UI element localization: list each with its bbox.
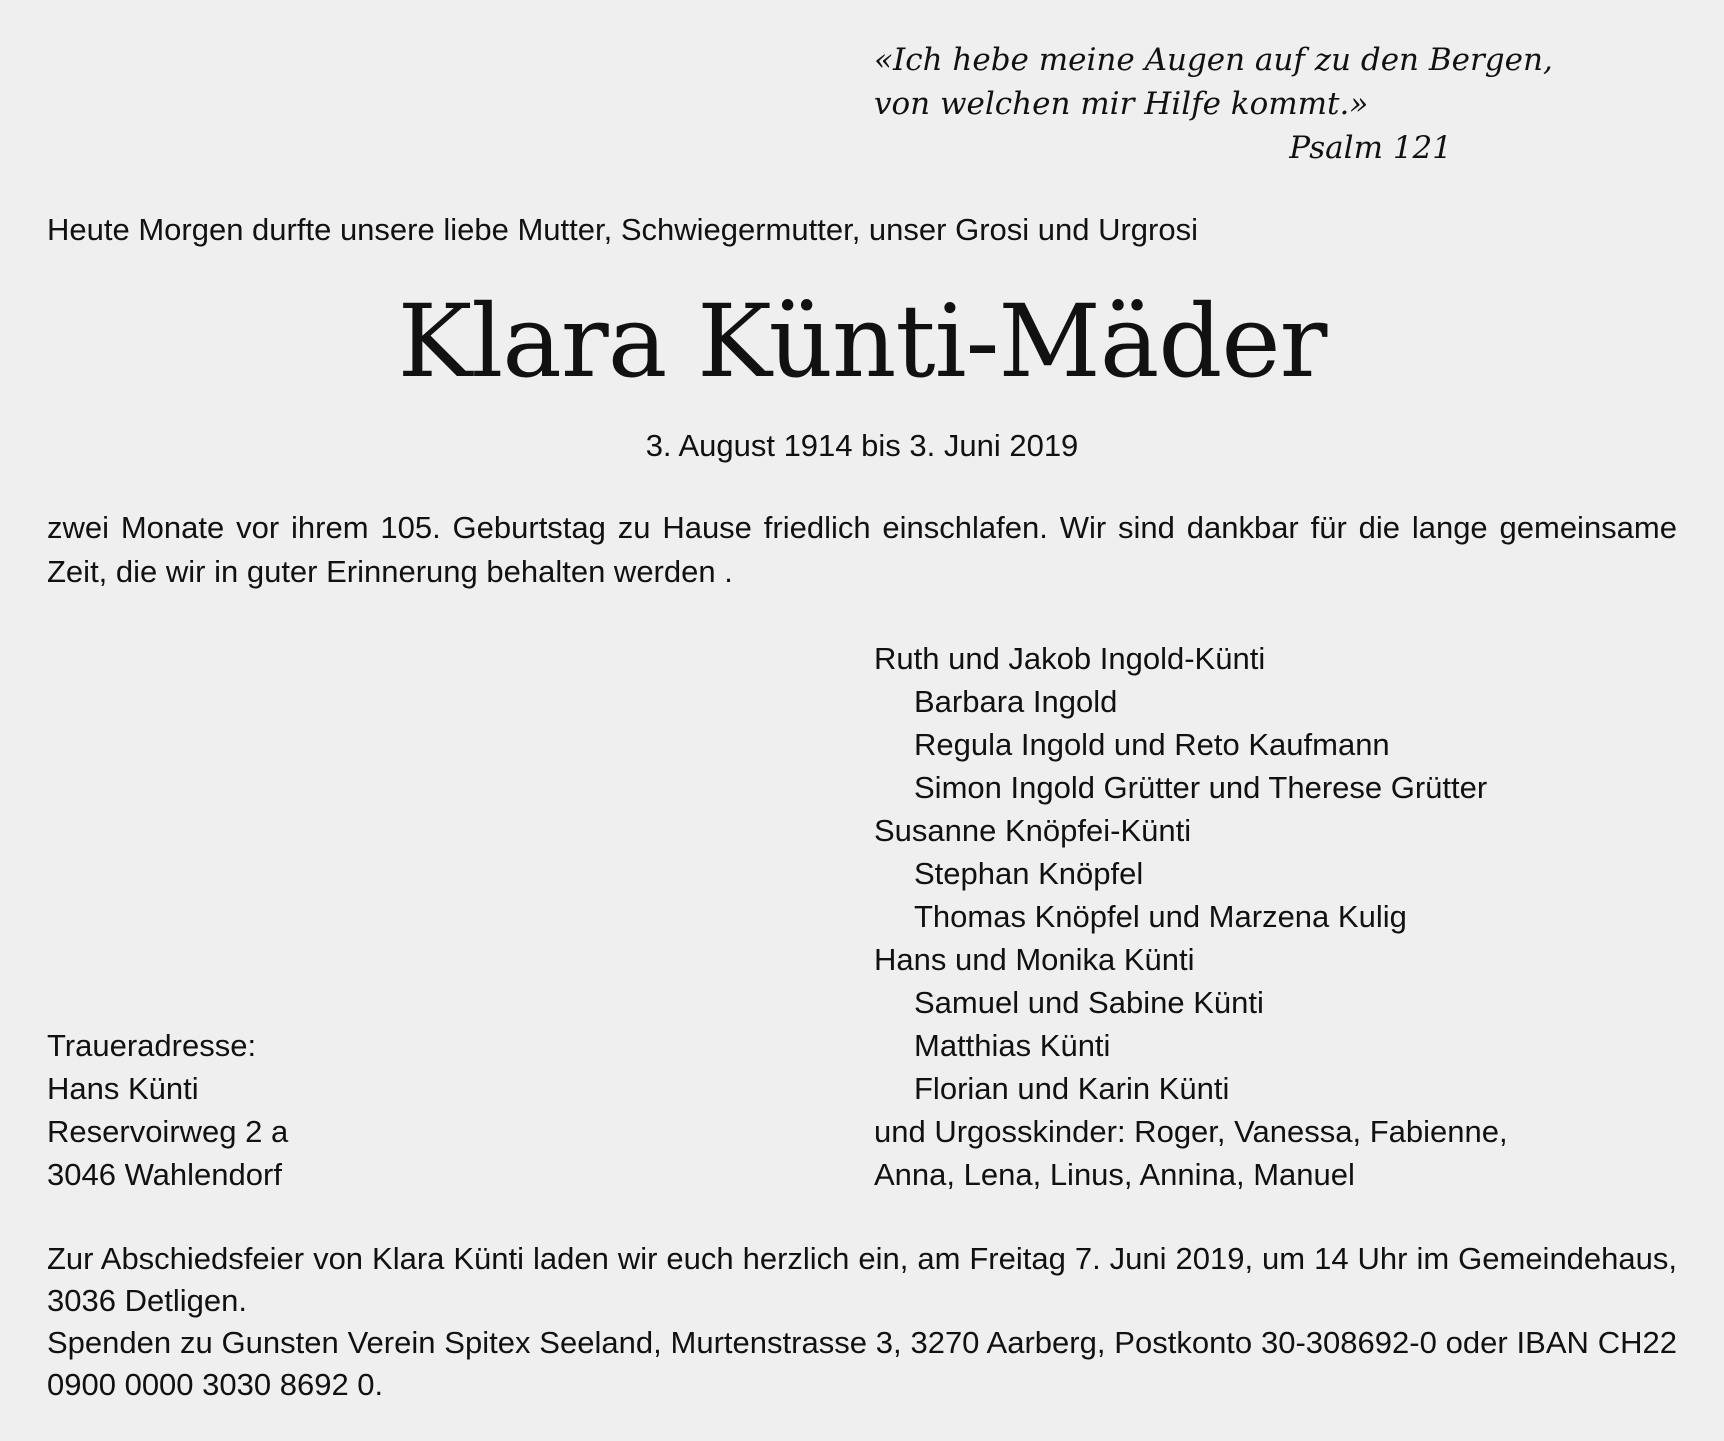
mourner-sub-entry: Simon Ingold Grütter und Therese Grütter	[914, 770, 1488, 805]
mourner-sub-entry: Samuel und Sabine Künti	[914, 985, 1264, 1020]
ceremony-text: Zur Abschiedsfeier von Klara Künti laden wir euch herzlich ein, am Freitag 7. Juni 2019, um 14 Uhr im Gemeindehaus, 3036 Detligen.	[47, 1241, 1677, 1318]
mourner-entry: Ruth und Jakob Ingold-Künti	[874, 641, 1266, 676]
deceased-name: Klara Künti-Mäder	[397, 283, 1327, 400]
footer-info	[47, 1238, 1677, 1406]
address-city: 3046 Wahlendorf	[47, 1157, 282, 1192]
address-label: Traueradresse:	[47, 1028, 257, 1063]
donations-text: Spenden zu Gunsten Verein Spitex Seeland, Murtenstrasse 3, 3270 Aarberg, Postkonto 30-308692-0 oder IBAN CH22 0900 0000 3030 8692 0.	[47, 1325, 1677, 1402]
quote-line: «Ich hebe meine Augen auf zu den Bergen,	[874, 42, 1553, 78]
life-dates: 3. August 1914 bis 3. Juni 2019	[645, 428, 1079, 463]
mourners-list	[874, 637, 1674, 1196]
address-street: Reservoirweg 2 a	[47, 1114, 289, 1149]
mourner-sub-entry: Stephan Knöpfel	[914, 856, 1144, 891]
mourner-entry: Susanne Knöpfei-Künti	[874, 813, 1192, 848]
intro-text: Heute Morgen durfte unsere liebe Mutter, Schwiegermutter, unser Grosi und Urgrosi	[47, 212, 1198, 247]
mourner-sub-entry: Barbara Ingold	[914, 684, 1118, 719]
mourner-sub-entry: Thomas Knöpfel und Marzena Kulig	[914, 899, 1407, 934]
quote-source: Psalm 121	[1289, 130, 1452, 166]
mourner-entry: und Urgosskinder: Roger, Vanessa, Fabienne,	[874, 1114, 1508, 1149]
psalm-quote	[874, 38, 1553, 166]
mourner-entry: Hans und Monika Künti	[874, 942, 1195, 977]
mourner-sub-entry: Regula Ingold und Reto Kaufmann	[914, 727, 1390, 762]
mourning-address	[47, 1024, 288, 1196]
quote-line: von welchen mir Hilfe kommt.»	[874, 86, 1369, 122]
mourner-sub-entry: Matthias Künti	[914, 1028, 1111, 1063]
mourner-sub-entry: Florian und Karin Künti	[914, 1071, 1230, 1106]
mourner-entry: Anna, Lena, Linus, Annina, Manuel	[874, 1157, 1355, 1192]
address-name: Hans Künti	[47, 1071, 199, 1106]
body-text: zwei Monate vor ihrem 105. Geburtstag zu Hause friedlich einschlafen. Wir sind dankbar für die lange gemeinsame Zeit, die wir in guter Erinnerung behalten werden .	[47, 510, 1677, 589]
